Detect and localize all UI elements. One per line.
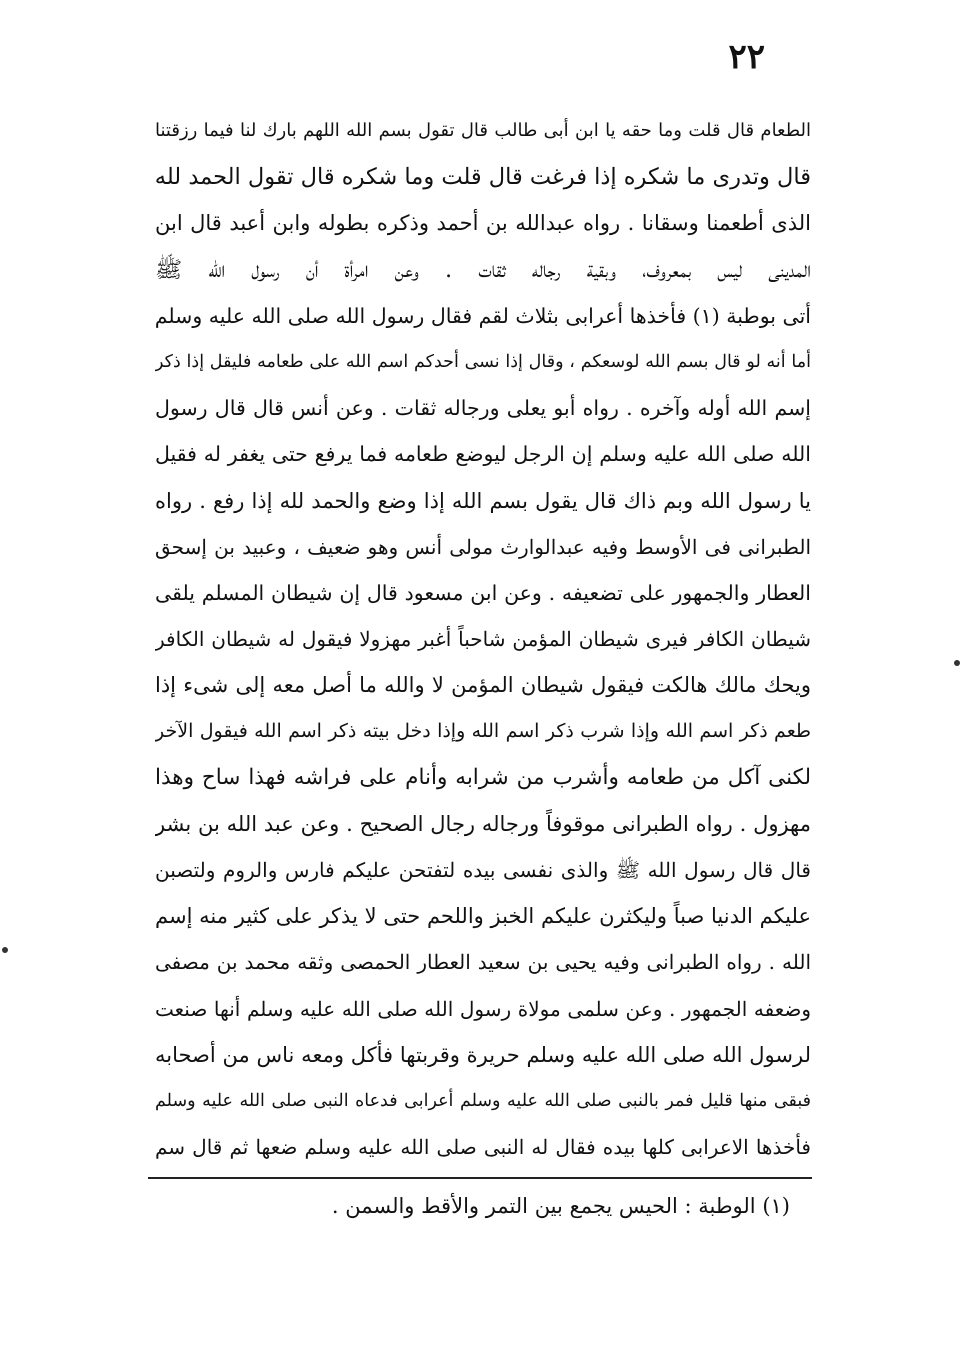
text-line: قال وتدرى ما شكره إذا فرغت قال قلت وما شكره قال تقول الحمد لله [155,164,811,191]
text-line: الله . رواه الطبرانى وفيه يحيى بن سعيد العطار الحمصى وثقه محمد بن مصفى [155,950,811,975]
text-line: إسم الله أوله وآخره . رواه أبو يعلى ورجاله ثقات . وعن أنس قال قال رسول [155,396,811,421]
text-line: الذى أطعمنا وسقانا . رواه عبدالله بن أحمد وذكره بطوله وابن أعبد قال ابن [155,211,811,236]
text-line: وضعفه الجمهور . وعن سلمى مولاة رسول الله صلى الله عليه وسلم أنها صنعت [155,996,811,1021]
text-line: قال قال رسول الله ﷺ والذى نفسى بيده لتفتحن عليكم فارس والروم ولتصبن [155,858,811,882]
text-line: فبقى منها قليل فمر بالنبى صلى الله عليه وسلم أعرابى فدعاه النبى صلى الله عليه وسلم [155,1090,811,1111]
text-line: الطبرانى فى الأوسط وفيه عبدالوارث مولى أنس وهو ضعيف ، وعبيد بن إسحق [155,534,811,559]
margin-speck [2,947,8,953]
text-line: شيطان الكافر فيرى شيطان المؤمن شاحباً أغبر مهزولا فيقول له شيطان الكافر [155,627,811,652]
text-line: الله صلى الله عليه وسلم إن الرجل ليوضع طعامه فما يرفع حتى يغفر له فقيل [155,442,811,467]
main-text-block [155,108,811,1170]
footnote: (١) الوطبة : الحيس يجمع بين التمر والأقط والسمن . [331,1194,790,1218]
text-line: أما أنه لو قال بسم الله لوسعكم ، وقال إذا نسى أحدكم اسم الله على طعامه فليقل إذا ذكر [155,351,811,372]
text-line: ويحك مالك هالكت فيقول شيطان المؤمن لا والله ما أصل معه إلى شىء إذا [155,673,811,698]
text-line: لكنى آكل من طعامه وأشرب من شرابه وأنام على فراشه فهذا ساح وهذا [155,764,811,790]
page-number: ٢٢ [728,37,765,77]
text-line: المدينى ليس بمعروف، وبقية رجاله ثقات . وعن امرأة أن رسول الله ﷺ [155,256,811,283]
footnote-divider [148,1177,812,1179]
text-line: فأخذها الاعرابى كلها بيده فقال له النبى صلى الله عليه وسلم ضعها ثم قال سم [155,1135,811,1160]
margin-speck [954,660,960,666]
text-line: العطار والجمهور على تضعيفه . وعن ابن مسعود قال إن شيطان المسلم يلقى [155,580,811,605]
text-line: أتى بوطبة (١) فأخذها أعرابى بثلاث لقم فقال رسول الله صلى الله عليه وسلم [155,303,811,328]
text-line: عليكم الدنيا صباً وليكثرن عليكم الخبز واللحم حتى لا يذكر على كثير منه إسم [155,904,811,929]
text-line: طعم ذكر اسم الله وإذا شرب ذكر اسم الله وإذا دخل بيته ذكر اسم الله فيقول الآخر [155,720,811,743]
text-line: يا رسول الله وبم ذاك قال يقول بسم الله إذا وضع والحمد لله إذا رفع . رواه [155,488,811,513]
text-line: الطعام قال قلت وما حقه يا ابن أبى طالب قال تقول بسم الله اللهم بارك لنا فيما رزقتنا [155,120,811,141]
text-line: لرسول الله صلى الله عليه وسلم حريرة وقربتها فأكل ومعه ناس من أصحابه [155,1042,811,1067]
text-line: مهزول . رواه الطبرانى موقوفاً ورجاله رجال الصحيح . وعن عبد الله بن بشر [155,811,811,836]
